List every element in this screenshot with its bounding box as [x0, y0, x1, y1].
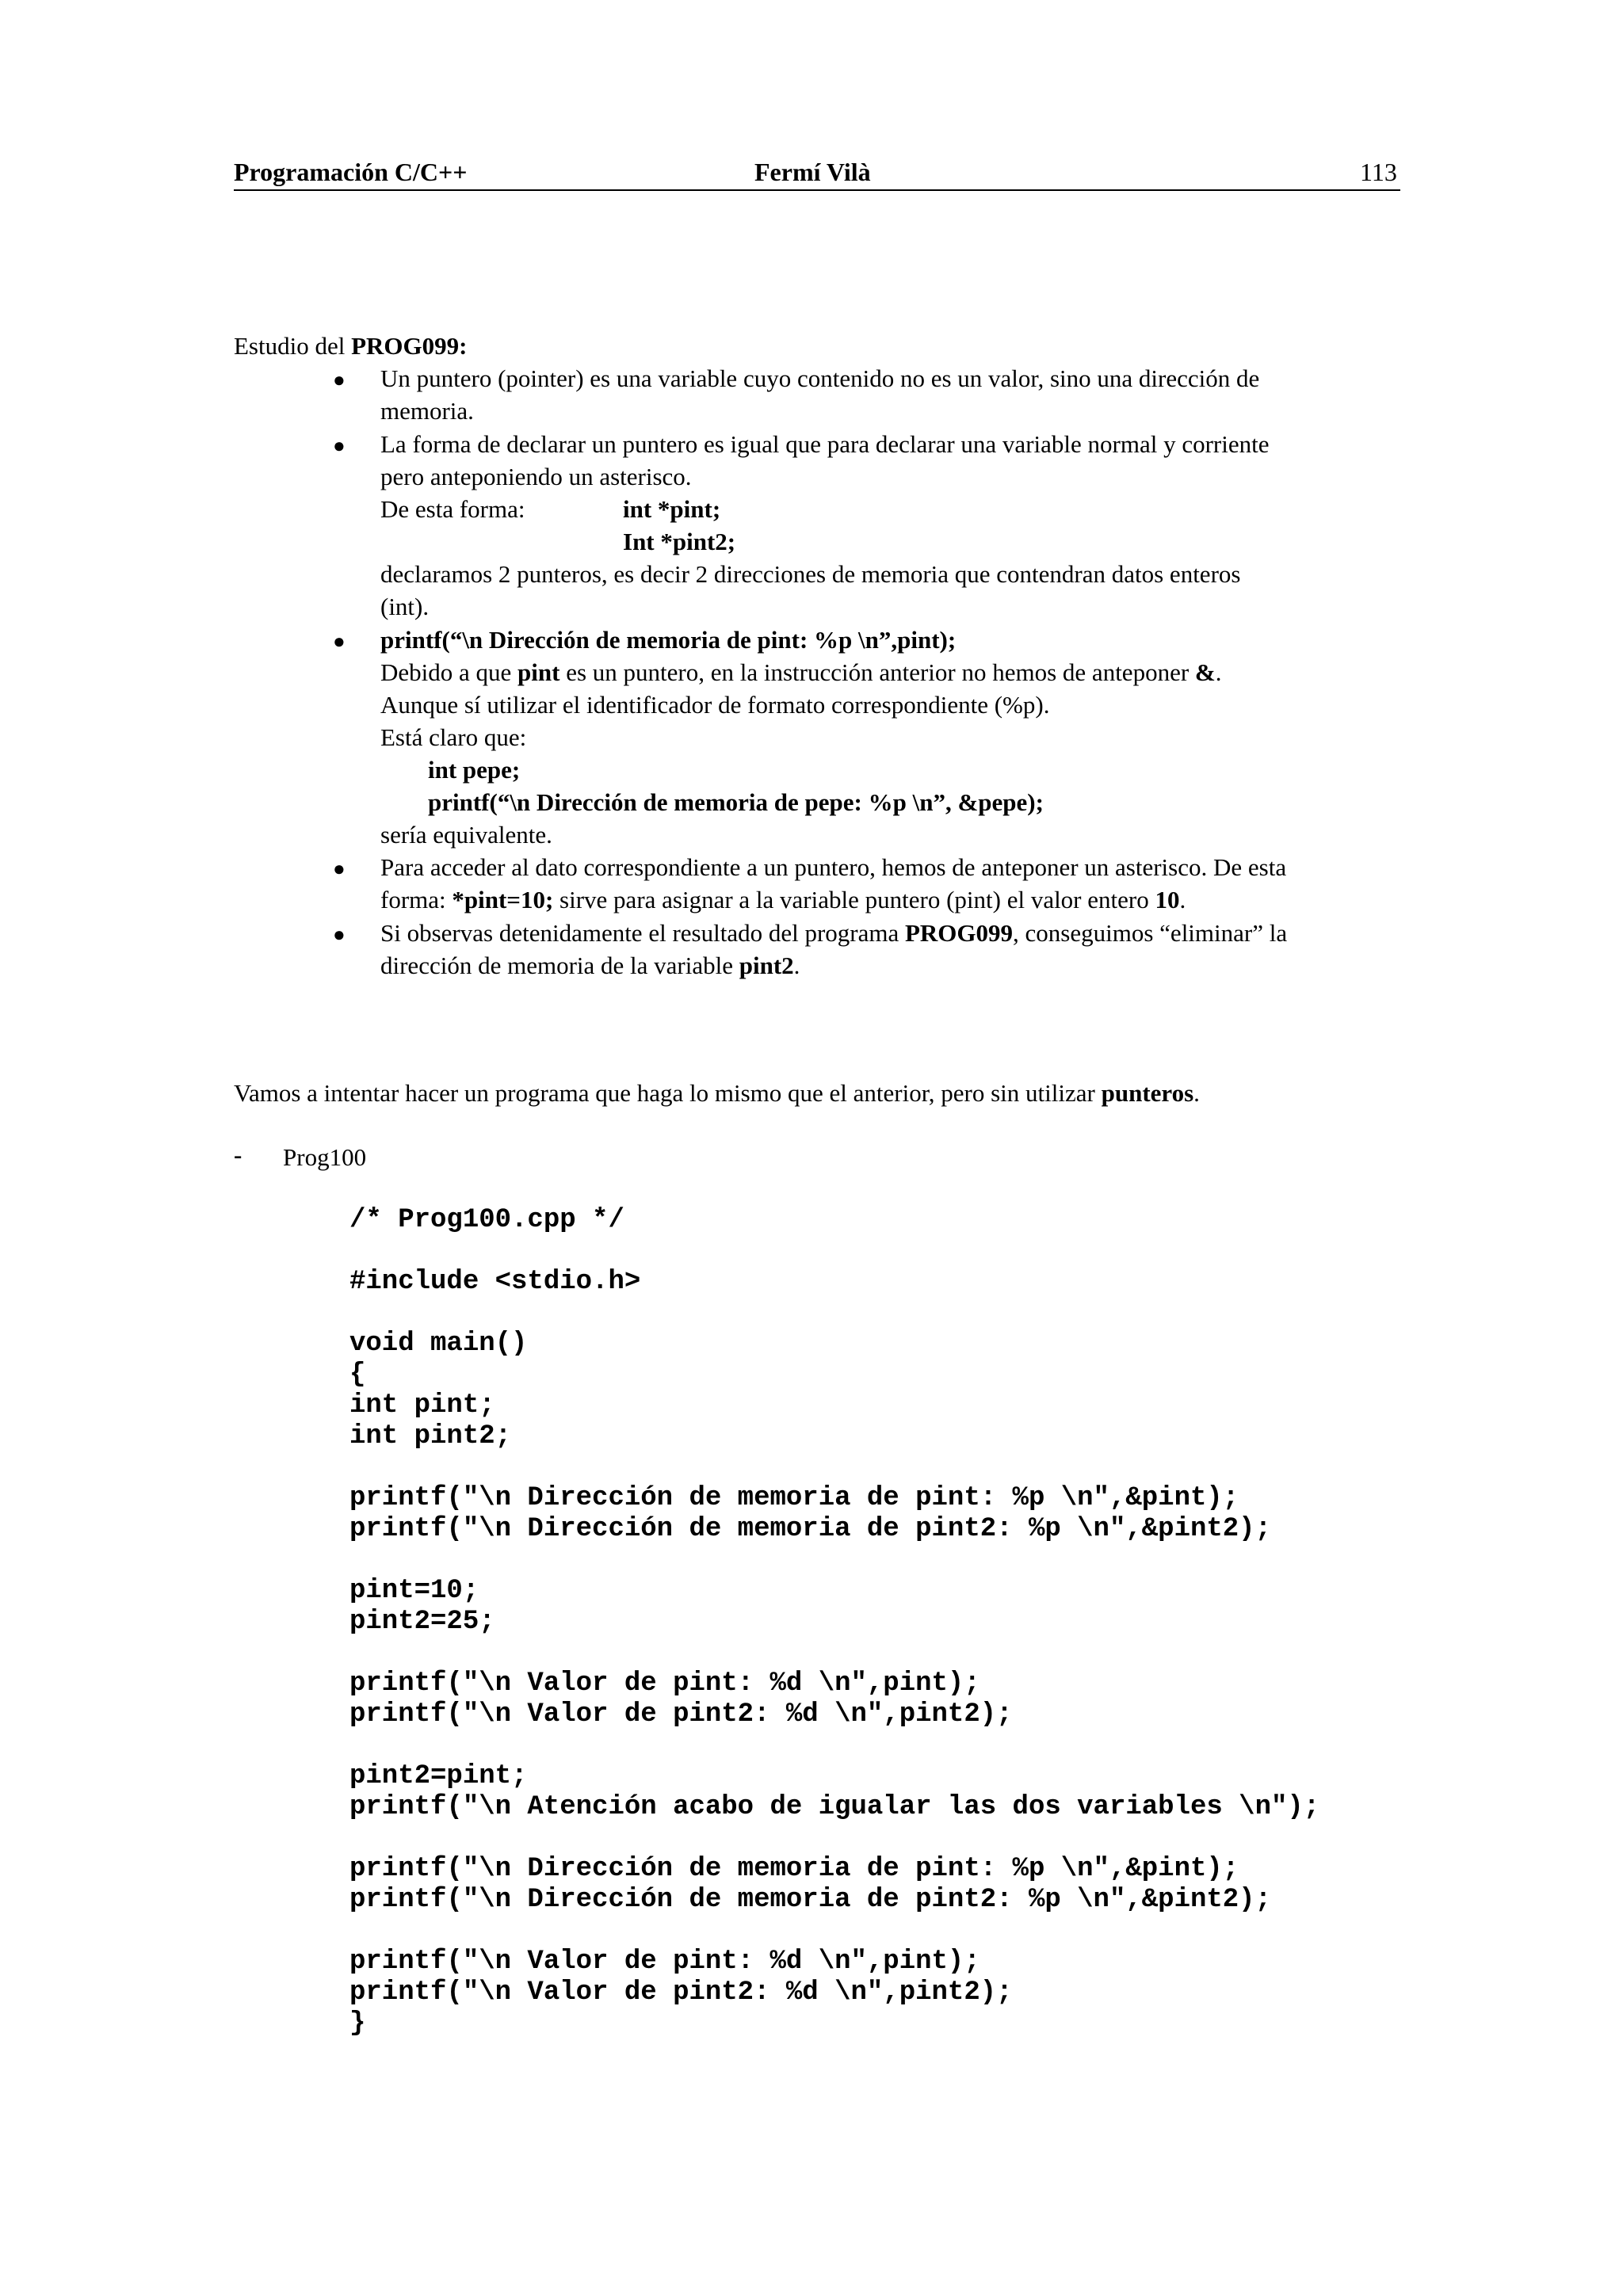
section-title-prefix: Estudio del — [234, 332, 352, 360]
program-name: Prog100 — [283, 1143, 367, 1171]
code-line: pint2=pint; — [349, 1761, 528, 1791]
bullet-3-line-3: Aunque sí utilizar el identificador de formato correspondiente (%p). — [380, 691, 1050, 719]
code-line: { — [349, 1360, 366, 1390]
text-run: Debido a que — [380, 658, 518, 686]
bullet-2-line-2: pero anteponiendo un asterisco. — [380, 463, 692, 490]
code-line: #include <stdio.h> — [349, 1267, 641, 1297]
bullet-icon: ● — [333, 857, 346, 880]
bullet-3-line-2 — [380, 658, 1221, 687]
bullet-3-line-7: sería equivalente. — [380, 821, 552, 849]
code-line: printf("\n Valor de pint: %d \n",pint); — [349, 1669, 980, 1699]
intro-paragraph — [234, 1079, 1200, 1108]
page-number: 113 — [1360, 158, 1397, 186]
bullet-2-code-line-1: int *pint; — [623, 495, 721, 523]
code-line: void main() — [349, 1329, 528, 1359]
code-line: printf("\n Dirección de memoria de pint: %p \n",&pint); — [349, 1854, 1239, 1884]
bullet-3-line-1: printf(“\n Dirección de memoria de pint: %p \n”,pint); — [380, 626, 957, 654]
bullet-5-line-2 — [380, 952, 800, 980]
bullet-5-line-1 — [380, 919, 1287, 948]
text-run: sirve para asignar a la variable puntero (pint) el valor entero — [553, 886, 1155, 913]
text-run: . — [1215, 658, 1222, 686]
text-run-bold: 10 — [1155, 886, 1180, 913]
code-line: printf("\n Dirección de memoria de pint: %p \n",&pint); — [349, 1483, 1239, 1513]
text-run: dirección de memoria de la variable — [380, 952, 739, 979]
bullet-icon: ● — [333, 923, 346, 946]
text-run: . — [1193, 1079, 1200, 1107]
code-line: printf("\n Valor de pint: %d \n",pint); — [349, 1947, 980, 1977]
text-run: Si observas detenidamente el resultado del programa — [380, 919, 905, 947]
section-title-program: PROG099: — [351, 332, 468, 360]
code-line: pint2=25; — [349, 1607, 495, 1637]
bullet-1-line-1: Un puntero (pointer) es una variable cuyo contenido no es un valor, sino una dirección de — [380, 364, 1260, 392]
code-line: printf("\n Dirección de memoria de pint2: %p \n",&pint2); — [349, 1514, 1271, 1544]
bullet-3-line-4: Está claro que: — [380, 723, 527, 751]
header-rule — [234, 189, 1400, 191]
text-run: es un puntero, en la instrucción anterior no hemos de anteponer — [559, 658, 1195, 686]
text-run: , conseguimos “eliminar” la — [1013, 919, 1288, 947]
list-dash: - — [234, 1141, 242, 1169]
bullet-3-code-line-2: printf(“\n Dirección de memoria de pepe: %p \n”, &pepe); — [428, 788, 1044, 816]
code-line: pint=10; — [349, 1576, 479, 1606]
text-run-bold: & — [1194, 658, 1216, 686]
bullet-2-line-5: declaramos 2 punteros, es decir 2 direcciones de memoria que contendran datos enteros — [380, 560, 1241, 588]
bullet-2-line-6: (int). — [380, 593, 430, 620]
bullet-1-line-2: memoria. — [380, 397, 474, 425]
text-run-bold: *pint=10; — [452, 886, 554, 913]
text-run: . — [793, 952, 800, 979]
text-run: Vamos a intentar hacer un programa que haga lo mismo que el anterior, pero sin utilizar — [234, 1079, 1102, 1107]
bullet-icon: ● — [333, 434, 346, 457]
text-run-bold: PROG099 — [904, 919, 1014, 947]
section-title — [234, 332, 467, 360]
text-run-bold: pint — [517, 658, 560, 686]
code-line: int pint2; — [349, 1421, 512, 1451]
bullet-4-line-1: Para acceder al dato correspondiente a un puntero, hemos de anteponer un asterisco. De esta — [380, 853, 1287, 881]
header-author: Fermí Vilà — [754, 158, 871, 186]
text-run-bold: punteros — [1101, 1079, 1194, 1107]
bullet-2-example-label: De esta forma: — [380, 495, 525, 523]
bullet-3-code-line-1: int pepe; — [428, 756, 521, 784]
code-line: printf("\n Dirección de memoria de pint2: %p \n",&pint2); — [349, 1885, 1271, 1915]
header-title: Programación C/C++ — [234, 158, 468, 186]
text-run: . — [1179, 886, 1186, 913]
code-line: printf("\n Valor de pint2: %d \n",pint2); — [349, 1978, 1013, 2008]
text-run-bold: pint2 — [739, 952, 794, 979]
code-line: printf("\n Valor de pint2: %d \n",pint2); — [349, 1699, 1013, 1730]
code-line: printf("\n Atención acabo de igualar las dos variables \n"); — [349, 1792, 1320, 1822]
bullet-2-code-line-2: Int *pint2; — [623, 528, 736, 555]
bullet-4-line-2 — [380, 886, 1186, 914]
code-line: /* Prog100.cpp */ — [349, 1205, 624, 1235]
bullet-icon: ● — [333, 630, 346, 653]
code-line: } — [349, 2008, 366, 2039]
code-line: int pint; — [349, 1390, 495, 1421]
bullet-2-line-1: La forma de declarar un puntero es igual que para declarar una variable normal y corriente — [380, 430, 1270, 458]
text-run: forma: — [380, 886, 453, 913]
bullet-icon: ● — [333, 368, 346, 391]
